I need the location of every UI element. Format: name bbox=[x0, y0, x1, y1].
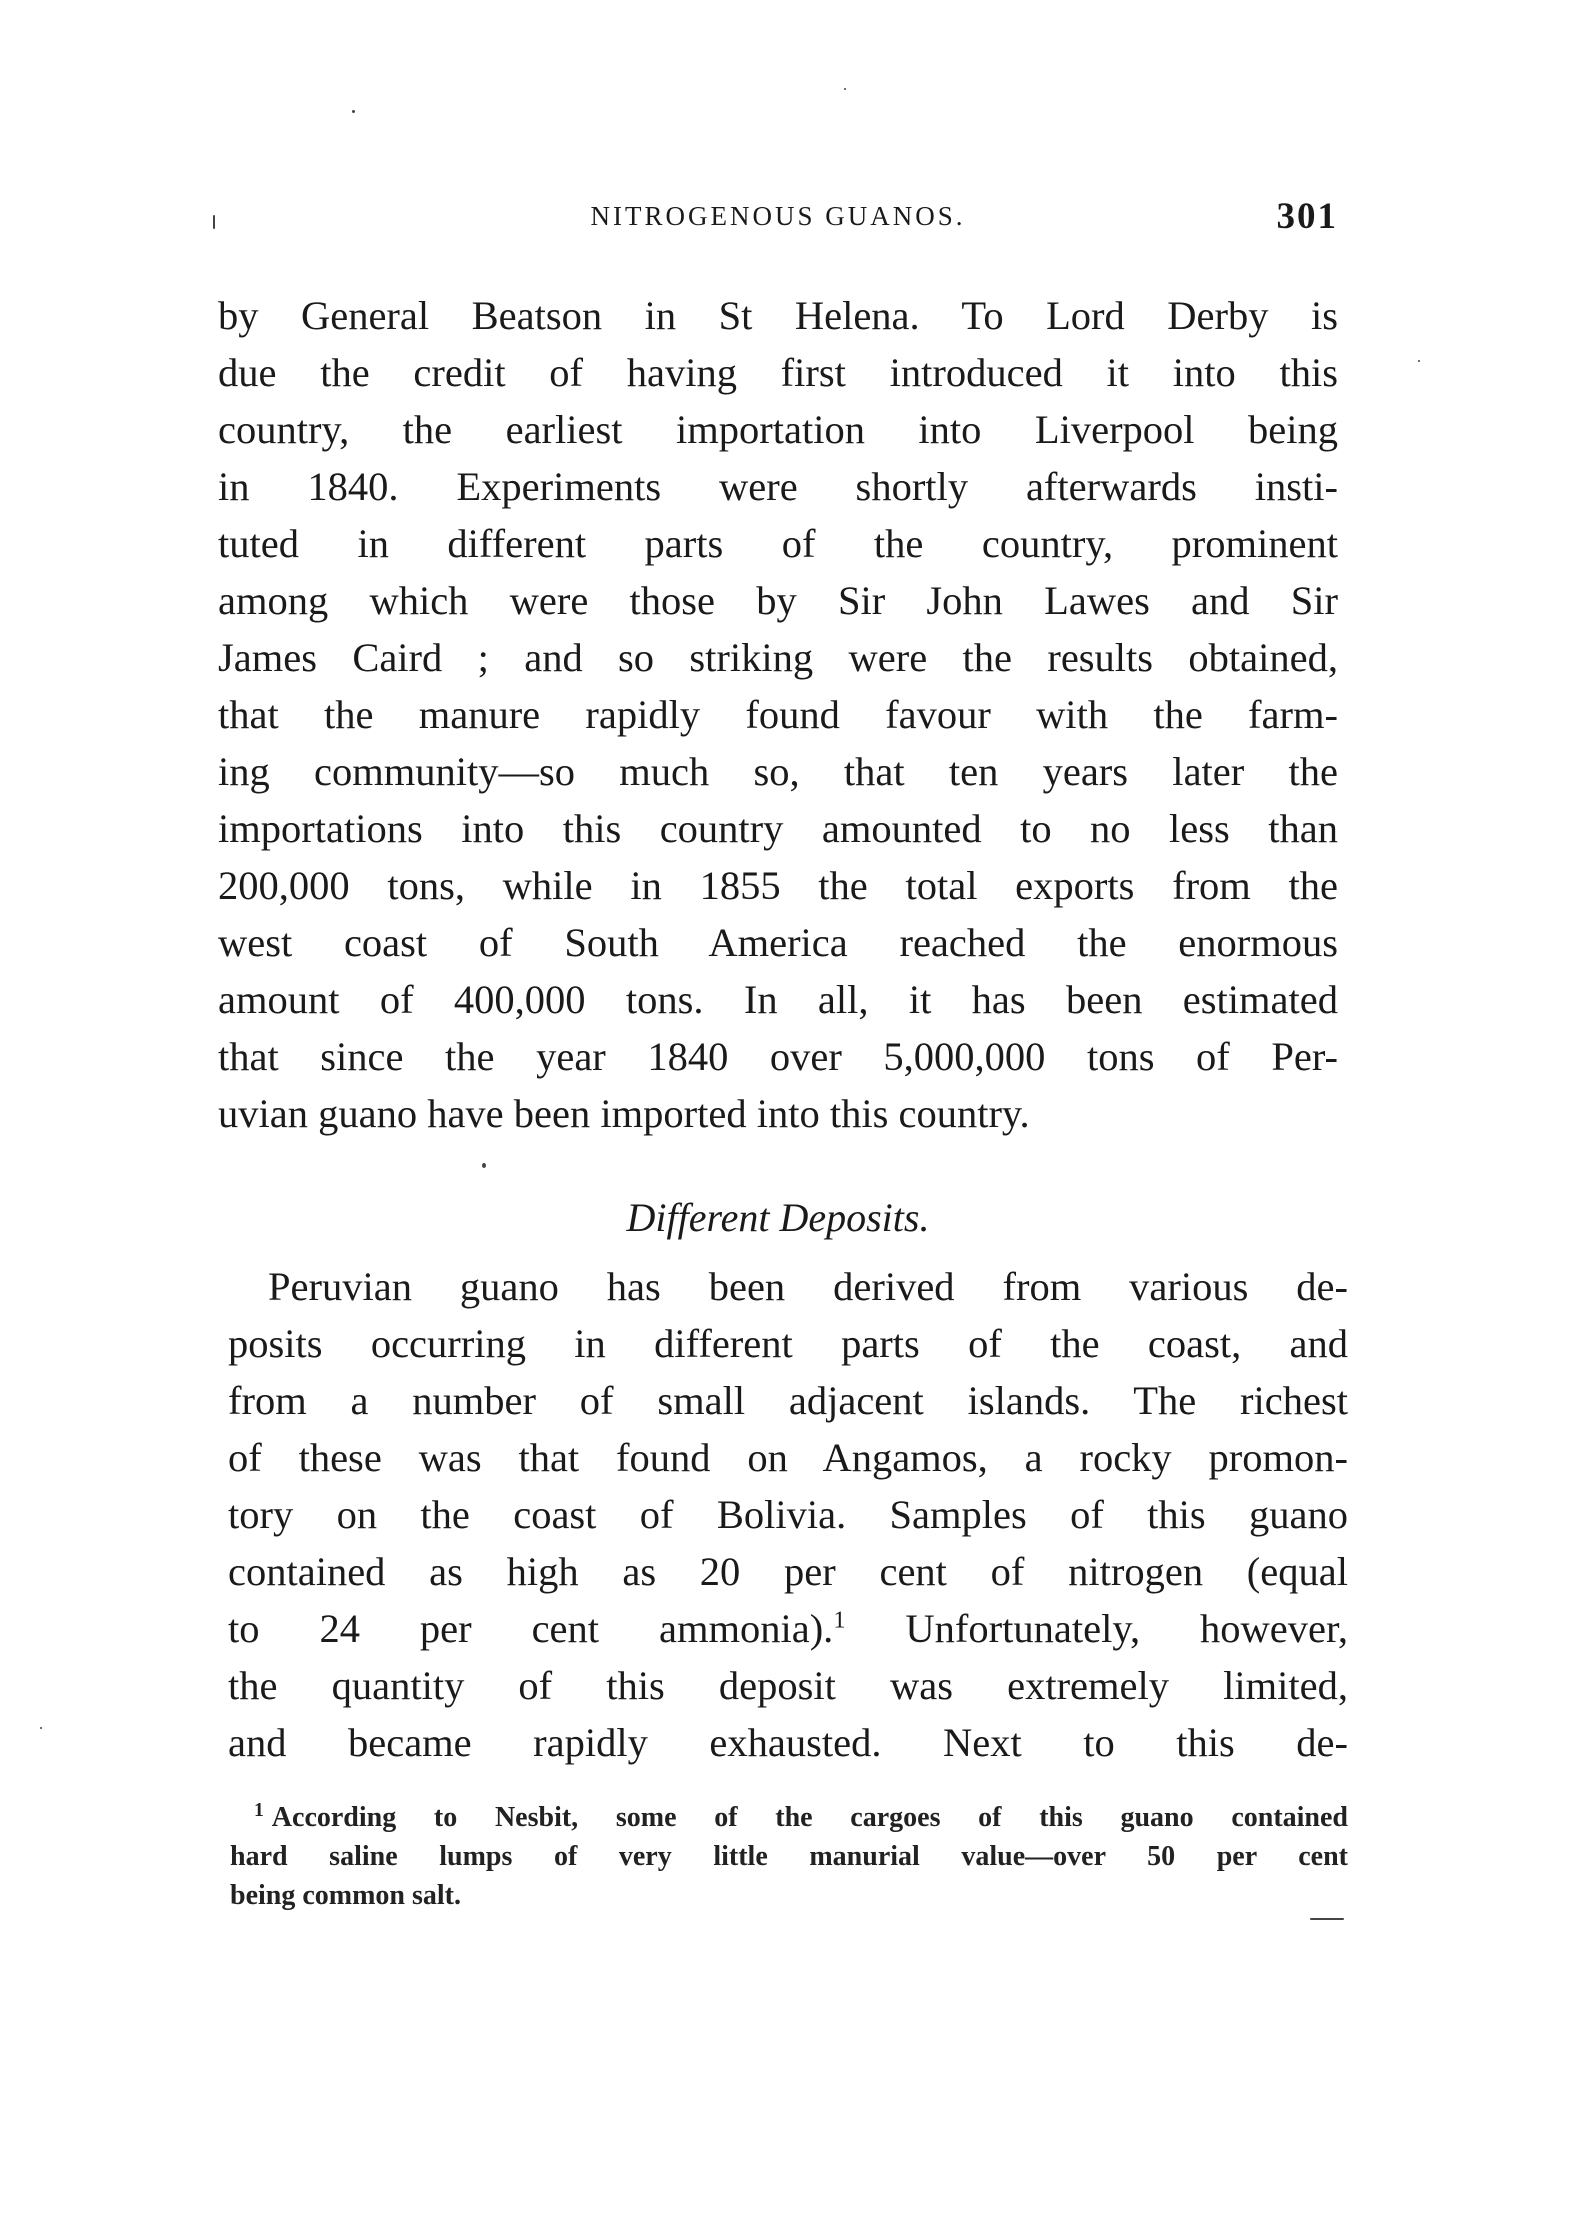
text-line: among which were those by Sir John Lawes and Sir bbox=[218, 578, 1338, 623]
scan-speck bbox=[1418, 360, 1420, 362]
text-line: in 1840. Experiments were shortly afterwards insti- bbox=[218, 464, 1338, 509]
text-line: Peruvian guano has been derived from various de- bbox=[268, 1264, 1348, 1309]
line-head: to 24 per cent ammonia). bbox=[228, 1606, 834, 1651]
paragraph-2 bbox=[228, 1258, 1348, 1771]
line-tail: Unfortunately, however, bbox=[905, 1606, 1348, 1651]
text-line: due the credit of having first introduced it into this bbox=[218, 350, 1338, 395]
text-line: tory on the coast of Bolivia. Samples of this guano bbox=[228, 1492, 1348, 1537]
text-line: contained as high as 20 per cent of nitrogen (equal bbox=[228, 1549, 1348, 1594]
footnote-line: hard saline lumps of very little manurial value—over 50 per cent bbox=[230, 1841, 1348, 1872]
scan-speck bbox=[844, 88, 846, 90]
scan-speck bbox=[1310, 1918, 1344, 1920]
running-head: NITROGENOUS GUANOS. bbox=[590, 201, 966, 231]
scan-speck bbox=[482, 1163, 486, 1168]
footnote bbox=[230, 1798, 1348, 1915]
scan-speck bbox=[40, 1727, 42, 1729]
scan-speck bbox=[352, 110, 355, 113]
text-line: the quantity of this deposit was extremely limited, bbox=[228, 1663, 1348, 1708]
text-line: importations into this country amounted to no less than bbox=[218, 806, 1338, 851]
text-line: posits occurring in different parts of the coast, and bbox=[228, 1321, 1348, 1366]
text-line: uvian guano have been imported into this country. bbox=[218, 1091, 1030, 1136]
text-line: 200,000 tons, while in 1855 the total exports from the bbox=[218, 863, 1338, 908]
footnote-line: being common salt. bbox=[230, 1880, 461, 1911]
text-line: amount of 400,000 tons. In all, it has been estimated bbox=[218, 977, 1338, 1022]
text-line: tuted in different parts of the country, prominent bbox=[218, 521, 1338, 566]
footnote-text: According to Nesbit, some of the cargoes of this guano contained bbox=[271, 1802, 1348, 1833]
text-line-with-footnote bbox=[228, 1600, 1348, 1657]
text-line: and became rapidly exhausted. Next to this de- bbox=[228, 1720, 1348, 1765]
scan-speck bbox=[213, 215, 215, 229]
text-line: by General Beatson in St Helena. To Lord Derby is bbox=[218, 293, 1338, 338]
text-line: from a number of small adjacent islands. The richest bbox=[228, 1378, 1348, 1423]
footnote-reference: 1 bbox=[833, 1606, 846, 1634]
text-line: west coast of South America reached the enormous bbox=[218, 920, 1338, 965]
text-line: that since the year 1840 over 5,000,000 tons of Per- bbox=[218, 1034, 1338, 1079]
section-heading: Different Deposits. bbox=[626, 1195, 930, 1240]
page-header bbox=[218, 195, 1338, 245]
text-line: ing community—so much so, that ten years later the bbox=[218, 749, 1338, 794]
page-number: 301 bbox=[1276, 196, 1338, 237]
paragraph-1 bbox=[218, 287, 1338, 1142]
text-line: country, the earliest importation into Liverpool being bbox=[218, 407, 1338, 452]
footnote-number: 1 bbox=[254, 1799, 264, 1821]
text-line: James Caird ; and so striking were the results obtained, bbox=[218, 635, 1338, 680]
footnote-line bbox=[230, 1798, 1348, 1837]
text-line: of these was that found on Angamos, a rocky promon- bbox=[228, 1435, 1348, 1480]
text-line: that the manure rapidly found favour with the farm- bbox=[218, 692, 1338, 737]
